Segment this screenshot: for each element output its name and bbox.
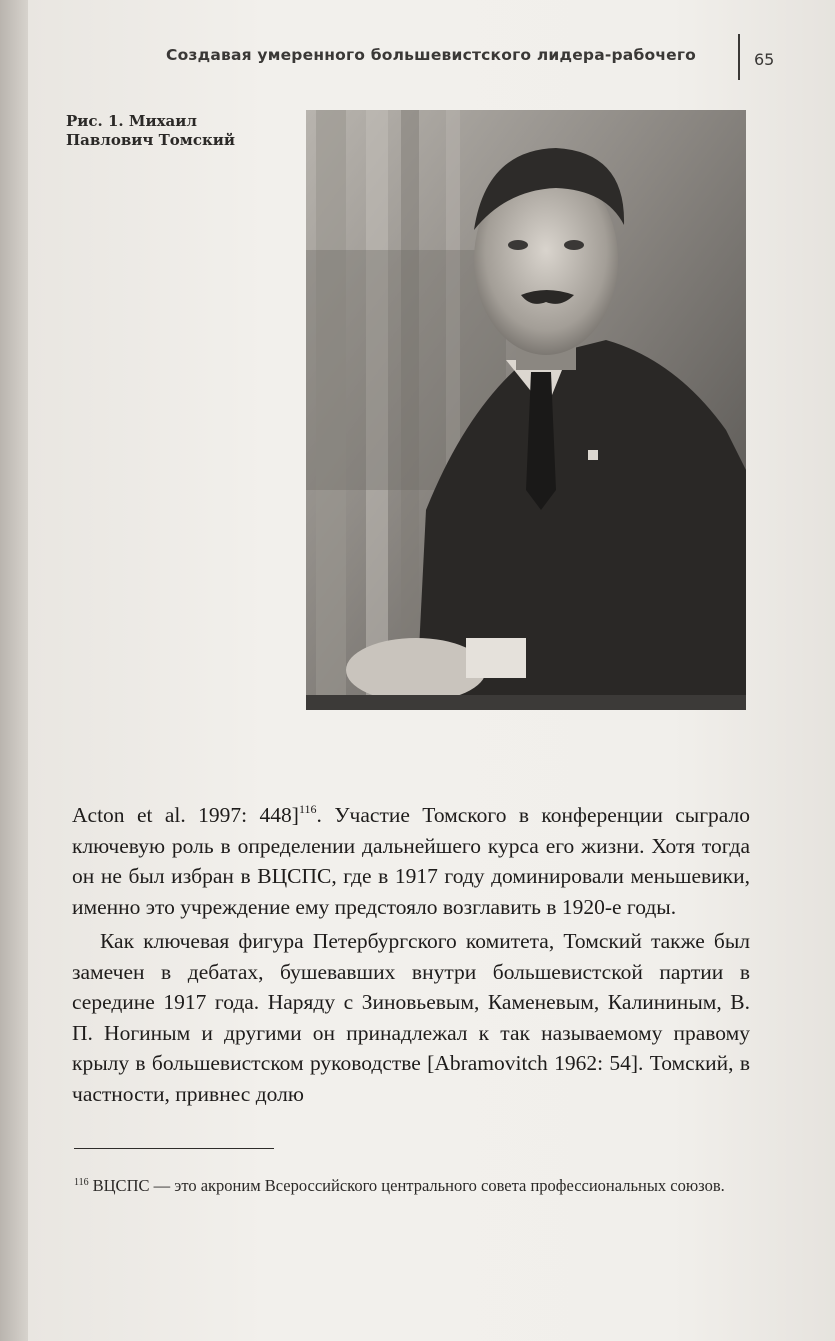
footnote	[74, 1170, 764, 1199]
footnote-divider	[74, 1148, 274, 1149]
portrait-photo	[306, 110, 746, 710]
body-text	[72, 800, 750, 1109]
header-divider	[738, 34, 740, 80]
paragraph-1	[72, 800, 750, 922]
citation-continuation: Acton et al. 1997: 448]	[72, 803, 299, 827]
footnote-text: ВЦСПС — это акроним Всероссийского центрального совета профессиональных союзов.	[92, 1176, 725, 1195]
paragraph-2: Как ключевая фигура Петербургского комитета, Томский также был замечен в дебатах, бушевавших внутри большевистской партии в середине 1917 года. Наряду с Зиновьевым, Каменевым, Калининым, В. П. Ногиным и другими он принадлежал к так называемому правому крылу в большевистском руководстве [Abramovitch 1962: 54]. Томский, в частности, привнес долю	[72, 929, 750, 1106]
paragraph-1-text: . Участие Томского в конференции сыграло ключевую роль в определении дальнейшего курса его жизни. Хотя тогда он не был избран в ВЦСПС, где в 1917 году доминировали меньшевики, именно это учреждение ему предстояло возглавить в 1920-е годы.	[72, 803, 750, 919]
footnote-number: 116	[74, 1177, 89, 1188]
running-head: Создавая умеренного большевистского лидера-рабочего	[166, 46, 697, 64]
page-number: 65	[754, 50, 775, 69]
book-gutter	[0, 0, 28, 1341]
figure-caption: Рис. 1. Михаил Павлович Томский	[66, 112, 236, 149]
footnote-ref[interactable]: 116	[298, 802, 317, 816]
portrait-illustration	[306, 110, 746, 710]
